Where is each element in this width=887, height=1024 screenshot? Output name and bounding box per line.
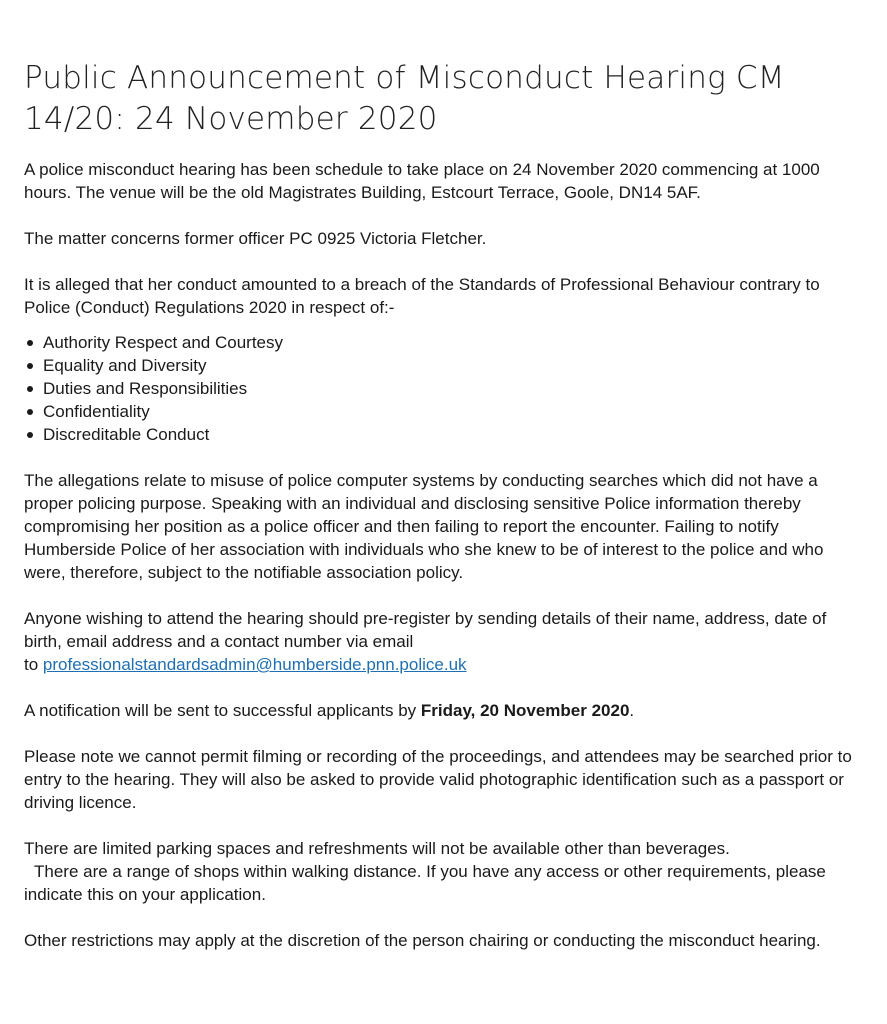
page-title: Public Announcement of Misconduct Hearing CM 14/20: 24 November 2020 — [24, 60, 785, 137]
list-item-label: Discreditable Conduct — [43, 425, 210, 444]
restrictions-paragraph: Other restrictions may apply at the discretion of the person chairing or conducting the misconduct hearing. — [24, 931, 821, 950]
list-item — [43, 354, 865, 377]
registration-text: Anyone wishing to attend the hearing should pre-register by sending details of their name, address, date of birth, email address and a contact number via email — [24, 609, 827, 651]
hearing-details-paragraph: A police misconduct hearing has been schedule to take place on 24 November 2020 commencing at 1000 hours. The venue will be the old Magistrates Building, Estcourt Terrace, Goole, DN14 5AF. — [24, 160, 820, 202]
notification-paragraph — [24, 699, 865, 722]
list-item-label: Authority Respect and Courtesy — [43, 333, 284, 352]
list-item — [43, 377, 865, 400]
notification-text: A notification will be sent to successful applicants by — [24, 701, 421, 720]
list-item — [43, 400, 865, 423]
list-item — [43, 423, 865, 446]
list-item-label: Duties and Responsibilities — [43, 379, 248, 398]
bullet-icon — [27, 409, 33, 415]
list-item-label: Confidentiality — [43, 402, 150, 421]
allegations-detail-paragraph: The allegations relate to misuse of police computer systems by conducting searches which did not have a proper policing purpose. Speaking with an individual and disclosing sensitive Police information thereby compromising her position as a police officer and then failing to report the encounter. Failing to notify Humberside Police of her association with individuals who she knew to be of interest to the police and who were, therefore, subject to the notifiable association policy. — [24, 471, 824, 582]
bullet-icon — [27, 363, 33, 369]
registration-paragraph — [24, 607, 865, 676]
parking-paragraph — [24, 837, 865, 906]
notification-suffix: . — [629, 701, 635, 720]
bullet-icon — [27, 340, 33, 346]
officer-paragraph: The matter concerns former officer PC 0925 Victoria Fletcher. — [24, 229, 487, 248]
allegation-intro-paragraph: It is alleged that her conduct amounted to a breach of the Standards of Professional Behaviour contrary to Police (Conduct) Regulations 2020 in respect of:- — [24, 275, 820, 317]
list-item-label: Equality and Diversity — [43, 356, 207, 375]
notification-date: Friday, 20 November 2020 — [420, 701, 630, 720]
bullet-icon — [27, 386, 33, 392]
filming-paragraph: Please note we cannot permit filming or recording of the proceedings, and attendees may be searched prior to entry to the hearing. They will also be asked to provide valid photographic identification such as a passport or driving licence. — [24, 747, 852, 812]
email-link[interactable]: professionalstandardsadmin@humberside.pnn.police.uk — [42, 655, 467, 674]
standards-list — [24, 331, 865, 446]
shops-text: There are a range of shops within walking distance. If you have any access or other requirements, please indicate this on your application. — [24, 862, 826, 904]
bullet-icon — [27, 432, 33, 438]
registration-prefix: to — [24, 655, 43, 674]
list-item — [43, 331, 865, 354]
parking-text: There are limited parking spaces and refreshments will not be available other than beverages. — [24, 839, 730, 858]
